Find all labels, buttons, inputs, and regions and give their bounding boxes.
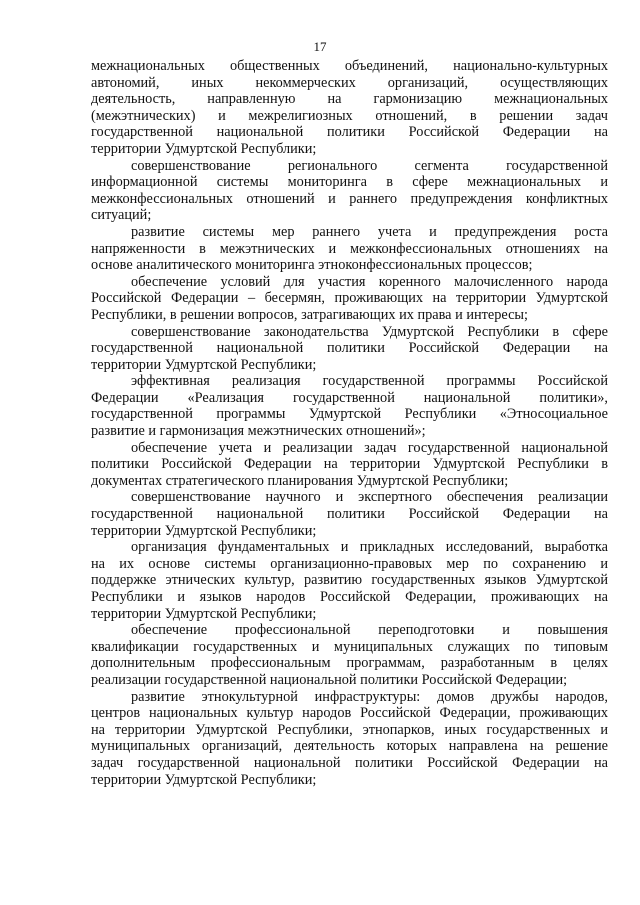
paragraph-line: развитие системы мер раннего учета и предупреждения роста	[131, 223, 608, 240]
paragraph-line: межнациональных общественных объединений, национально-культурных	[91, 58, 608, 74]
paragraph-line: дополнительным профессиональным программам, разработанным в целях	[91, 655, 608, 672]
paragraph-line: поддержке этнических культур, развитию государственных языков Удмуртской	[91, 572, 608, 589]
paragraph	[91, 58, 608, 158]
paragraph-line: документах стратегического планирования Удмуртской Республики;	[91, 472, 509, 489]
paragraph	[91, 224, 608, 274]
paragraph-line: квалификации государственных и муниципальных служащих по типовым	[91, 638, 608, 655]
paragraph-line: обеспечение учета и реализации задач государственной национальной	[131, 439, 608, 456]
paragraph-line: развитие этнокультурной инфраструктуры: домов дружбы народов,	[131, 688, 608, 705]
paragraph-line: государственной программы Удмуртской Республики «Этносоциальное	[91, 406, 608, 423]
paragraph	[91, 373, 608, 439]
paragraph-line: центров национальных культур народов Российской Федерации, проживающих	[91, 705, 608, 722]
paragraph-line: Федерации «Реализация государственной национальной политики»,	[91, 389, 608, 406]
paragraph-line: государственной национальной политики Российской Федерации на	[91, 340, 608, 357]
paragraph-line: основе аналитического мониторинга этноконфессиональных процессов;	[91, 257, 533, 274]
page-number: 17	[313, 39, 327, 54]
paragraph-line: ситуаций;	[91, 207, 152, 224]
paragraph-line: организация фундаментальных и прикладных исследований, выработка	[131, 539, 608, 556]
paragraph-line: территории Удмуртской Республики;	[91, 771, 317, 788]
paragraph	[91, 324, 608, 374]
paragraph-line: (межэтнических) и межрелигиозных отношений, в решении задач	[91, 107, 608, 124]
paragraph	[91, 158, 608, 224]
paragraph-line: территории Удмуртской Республики;	[91, 140, 317, 157]
paragraph-line: задач государственной национальной политики Российской Федерации на	[91, 754, 608, 771]
paragraph-line: Республики и языков народов Российской Федерации, проживающих на	[91, 589, 608, 605]
paragraph-line: деятельность, направленную на гармонизацию межнациональных	[91, 91, 608, 108]
paragraph-line: эффективная реализация государственной программы Российской	[131, 373, 608, 390]
paragraph-line: обеспечение профессиональной переподготовки и повышения	[131, 622, 608, 639]
paragraph-line: развитие и гармонизация межэтнических отношений»;	[91, 423, 426, 440]
document-body	[91, 58, 608, 788]
paragraph-line: Республики, в решении вопросов, затрагивающих их права и интересы;	[91, 306, 528, 323]
paragraph-line: территории Удмуртской Республики;	[91, 605, 317, 622]
paragraph-line: муниципальных организаций, деятельность которых направлена на решение	[91, 738, 608, 755]
paragraph-line: совершенствование регионального сегмента государственной	[131, 157, 608, 174]
paragraph-line: совершенствование научного и экспертного обеспечения реализации	[131, 489, 608, 506]
paragraph-line: реализации государственной национальной политики Российской Федерации;	[91, 671, 568, 688]
paragraph-line: напряженности в межэтнических и межконфессиональных отношениях на	[91, 240, 608, 257]
paragraph	[91, 689, 608, 789]
paragraph	[91, 440, 608, 490]
paragraph-line: информационной системы мониторинга в сфере межнациональных и	[91, 174, 608, 191]
paragraph-line: на их основе системы организационно-правовых мер по сохранению и	[91, 555, 608, 572]
paragraph	[91, 539, 608, 622]
paragraph	[91, 489, 608, 539]
paragraph-line: совершенствование законодательства Удмуртской Республики в сфере	[131, 323, 608, 340]
paragraph-line: государственной национальной политики Российской Федерации на	[91, 506, 608, 523]
paragraph-line: на территории Удмуртской Республики, этнопарков, иных государственных и	[91, 721, 608, 738]
paragraph	[91, 274, 608, 324]
paragraph-line: обеспечение условий для участия коренного малочисленного народа	[131, 273, 608, 290]
paragraph-line: политики Российской Федерации на территории Удмуртской Республики в	[91, 456, 608, 473]
paragraph-line: территории Удмуртской Республики;	[91, 522, 317, 539]
paragraph-line: Российской Федерации – бесермян, проживающих на территории Удмуртской	[91, 290, 608, 307]
paragraph-line: межконфессиональных отношений и раннего предупреждения конфликтных	[91, 190, 608, 207]
paragraph	[91, 622, 608, 688]
paragraph-line: автономий, иных некоммерческих организаций, осуществляющих	[91, 74, 608, 91]
paragraph-line: территории Удмуртской Республики;	[91, 356, 317, 373]
paragraph-line: государственной национальной политики Российской Федерации на	[91, 124, 608, 141]
